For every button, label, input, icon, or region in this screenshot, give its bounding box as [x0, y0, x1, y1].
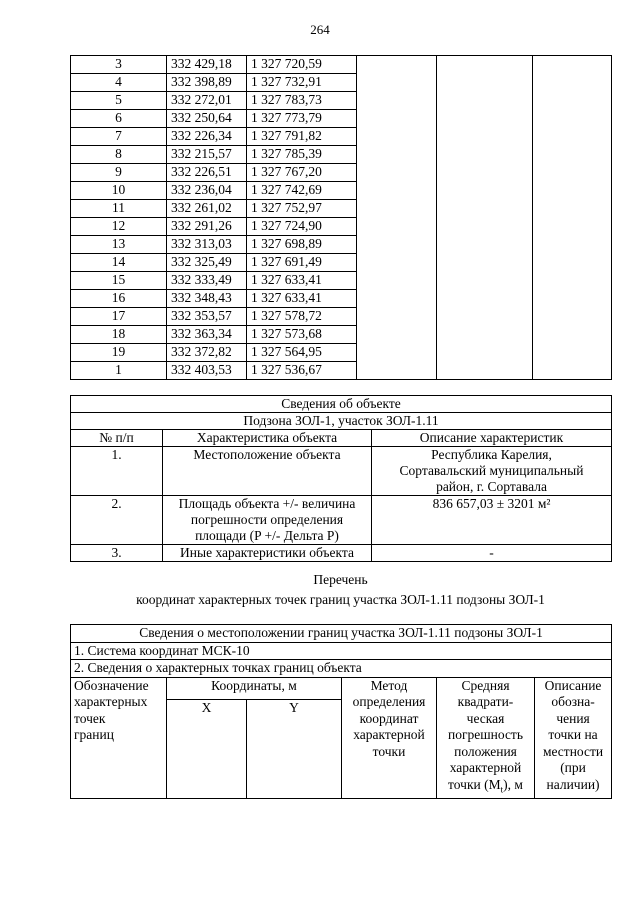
- table-row: [71, 308, 612, 326]
- row-description: 836 657,03 ± 3201 м²: [372, 496, 612, 545]
- coord-y: 1 327 783,73: [247, 92, 357, 110]
- coord-x: 332 313,03: [167, 236, 247, 254]
- coord-x: 332 403,53: [167, 362, 247, 380]
- table-row: [71, 218, 612, 236]
- point-number: 11: [71, 200, 167, 218]
- empty-cell: [357, 164, 437, 182]
- point-number: 18: [71, 326, 167, 344]
- coord-x: 332 291,26: [167, 218, 247, 236]
- empty-cell: [437, 56, 533, 74]
- point-number: 4: [71, 74, 167, 92]
- coord-x: 332 236,04: [167, 182, 247, 200]
- empty-cell: [357, 236, 437, 254]
- row-num: 1.: [71, 447, 163, 496]
- row-num: 2.: [71, 496, 163, 545]
- empty-cell: [357, 218, 437, 236]
- table-row: [71, 272, 612, 290]
- empty-cell: [533, 218, 612, 236]
- coord-y: 1 327 564,95: [247, 344, 357, 362]
- coord-y: 1 327 633,41: [247, 290, 357, 308]
- empty-cell: [357, 290, 437, 308]
- empty-cell: [533, 200, 612, 218]
- coord-y: 1 327 573,68: [247, 326, 357, 344]
- coord-x: 332 250,64: [167, 110, 247, 128]
- method-line: координат: [359, 710, 419, 726]
- empty-cell: [437, 92, 533, 110]
- col-designation: [71, 677, 167, 798]
- method-line: Метод: [370, 677, 408, 693]
- empty-cell: [533, 128, 612, 146]
- empty-cell: [533, 362, 612, 380]
- coord-y: 1 327 698,89: [247, 236, 357, 254]
- empty-cell: [437, 164, 533, 182]
- empty-cell: [437, 362, 533, 380]
- coord-x: 332 398,89: [167, 74, 247, 92]
- designation-line: точек: [74, 710, 106, 726]
- coord-y: 1 327 633,41: [247, 272, 357, 290]
- location-table: [70, 624, 612, 799]
- coord-y: 1 327 767,20: [247, 164, 357, 182]
- coord-x: 332 372,82: [167, 344, 247, 362]
- empty-cell: [437, 236, 533, 254]
- header-description: Описание характеристик: [372, 430, 612, 447]
- table-row: [71, 236, 612, 254]
- empty-cell: [533, 146, 612, 164]
- description-line: (при: [560, 760, 586, 775]
- empty-cell: [357, 308, 437, 326]
- empty-cell: [533, 254, 612, 272]
- empty-cell: [357, 128, 437, 146]
- coord-x: 332 226,34: [167, 128, 247, 146]
- error-line: характерной: [449, 760, 522, 775]
- row-num: 3.: [71, 545, 163, 562]
- empty-cell: [437, 128, 533, 146]
- error-line: погрешность: [447, 727, 523, 742]
- col-description: [535, 677, 612, 798]
- coord-y: 1 327 578,72: [247, 308, 357, 326]
- empty-cell: [437, 308, 533, 326]
- empty-cell: [533, 164, 612, 182]
- empty-cell: [437, 74, 533, 92]
- empty-cell: [437, 182, 533, 200]
- description-line: наличии): [546, 776, 600, 792]
- error-line: [440, 777, 531, 798]
- point-number: 5: [71, 92, 167, 110]
- coord-x: 332 429,18: [167, 56, 247, 74]
- table-row: [71, 164, 612, 182]
- point-number: 1: [71, 362, 167, 380]
- col-x: X: [167, 699, 247, 798]
- coordinates-table: [70, 55, 612, 380]
- empty-cell: [437, 290, 533, 308]
- empty-cell: [437, 200, 533, 218]
- point-number: 15: [71, 272, 167, 290]
- table-row: [71, 290, 612, 308]
- coord-y: 1 327 536,67: [247, 362, 357, 380]
- empty-cell: [533, 308, 612, 326]
- char-line: погрешности определения: [190, 512, 344, 527]
- point-number: 14: [71, 254, 167, 272]
- points-section: 2. Сведения о характерных точках границ объекта: [71, 660, 612, 678]
- table-row: [71, 74, 612, 92]
- empty-cell: [357, 110, 437, 128]
- description-line: Описание: [544, 677, 602, 693]
- empty-cell: [437, 110, 533, 128]
- point-number: 6: [71, 110, 167, 128]
- coord-x: 332 272,01: [167, 92, 247, 110]
- table-row: [71, 110, 612, 128]
- error-text: точки (M: [448, 776, 501, 792]
- point-number: 17: [71, 308, 167, 326]
- table-row: [71, 344, 612, 362]
- empty-cell: [437, 146, 533, 164]
- error-line: положения: [454, 743, 517, 759]
- coord-x: 332 226,51: [167, 164, 247, 182]
- point-number: 7: [71, 128, 167, 146]
- object-info-table: [70, 395, 612, 562]
- point-number: 12: [71, 218, 167, 236]
- empty-cell: [357, 344, 437, 362]
- row-characteristic: Местоположение объекта: [163, 447, 372, 496]
- empty-cell: [533, 74, 612, 92]
- table-row: [71, 182, 612, 200]
- description-line: чения: [556, 710, 590, 726]
- caption-title: Перечень: [313, 572, 368, 587]
- empty-cell: [437, 272, 533, 290]
- row-description: [372, 447, 612, 496]
- empty-cell: [533, 344, 612, 362]
- location-table-title: Сведения о местоположении границ участка ЗОЛ-1.11 подзоны ЗОЛ-1: [71, 625, 612, 643]
- table-row: [71, 128, 612, 146]
- coord-y: 1 327 791,82: [247, 128, 357, 146]
- description-line: местности: [542, 743, 604, 759]
- header-characteristic: Характеристика объекта: [163, 430, 372, 447]
- table-row: [71, 146, 612, 164]
- desc-line: Сортавальский муниципальный: [399, 463, 584, 478]
- designation-line: характерных: [74, 694, 148, 709]
- error-line: Средняя: [461, 677, 510, 693]
- coord-x: 332 353,57: [167, 308, 247, 326]
- row-characteristic: [163, 496, 372, 545]
- designation-line: Обозначение: [74, 677, 149, 693]
- empty-cell: [357, 362, 437, 380]
- empty-cell: [533, 182, 612, 200]
- object-table-subtitle: Подзона ЗОЛ-1, участок ЗОЛ-1.11: [71, 413, 612, 430]
- empty-cell: [533, 56, 612, 74]
- empty-cell: [437, 326, 533, 344]
- error-line: квадрати-: [457, 694, 514, 709]
- table-row: [71, 326, 612, 344]
- table-row: [71, 56, 612, 74]
- coord-y: 1 327 724,90: [247, 218, 357, 236]
- desc-line: Республика Карелия,: [431, 447, 552, 462]
- caption-subtitle: координат характерных точек границ участка ЗОЛ-1.11 подзоны ЗОЛ-1: [136, 592, 545, 607]
- coord-y: 1 327 773,79: [247, 110, 357, 128]
- empty-cell: [357, 92, 437, 110]
- coordinate-system: 1. Система координат МСК-10: [71, 642, 612, 660]
- coord-y: 1 327 691,49: [247, 254, 357, 272]
- coord-x: 332 363,34: [167, 326, 247, 344]
- desc-line: район, г. Сортавала: [436, 479, 547, 494]
- error-subscript: t: [500, 784, 504, 795]
- empty-cell: [357, 146, 437, 164]
- point-number: 13: [71, 236, 167, 254]
- table-row: [71, 200, 612, 218]
- empty-cell: [357, 326, 437, 344]
- col-y: Y: [247, 699, 342, 798]
- empty-cell: [533, 110, 612, 128]
- coord-x: 332 325,49: [167, 254, 247, 272]
- empty-cell: [533, 326, 612, 344]
- coord-y: 1 327 785,39: [247, 146, 357, 164]
- empty-cell: [437, 254, 533, 272]
- coord-y: 1 327 742,69: [247, 182, 357, 200]
- designation-line: границ: [74, 727, 114, 742]
- empty-cell: [357, 182, 437, 200]
- error-line: ческая: [466, 710, 505, 726]
- table-row: [71, 362, 612, 380]
- point-number: 10: [71, 182, 167, 200]
- point-number: 19: [71, 344, 167, 362]
- coord-x: 332 261,02: [167, 200, 247, 218]
- empty-cell: [357, 254, 437, 272]
- empty-cell: [533, 290, 612, 308]
- coord-y: 1 327 732,91: [247, 74, 357, 92]
- description-line: точки на: [548, 727, 598, 742]
- empty-cell: [533, 92, 612, 110]
- empty-cell: [357, 200, 437, 218]
- col-method: [342, 677, 437, 798]
- coord-x: 332 348,43: [167, 290, 247, 308]
- row-description: -: [372, 545, 612, 562]
- table-row: [71, 254, 612, 272]
- empty-cell: [357, 74, 437, 92]
- header-num: № п/п: [71, 430, 163, 447]
- col-error: [437, 677, 535, 798]
- method-line: точки: [372, 743, 406, 759]
- row-characteristic: Иные характеристики объекта: [163, 545, 372, 562]
- object-table-title: Сведения об объекте: [71, 396, 612, 413]
- method-line: определения: [352, 694, 426, 709]
- point-number: 8: [71, 146, 167, 164]
- empty-cell: [533, 236, 612, 254]
- empty-cell: [437, 344, 533, 362]
- empty-cell: [437, 218, 533, 236]
- coord-y: 1 327 720,59: [247, 56, 357, 74]
- error-unit: ), м: [503, 776, 523, 792]
- char-line: площади (P +/- Дельта P): [195, 528, 339, 543]
- point-number: 9: [71, 164, 167, 182]
- page-number: 264: [310, 22, 330, 37]
- coord-y: 1 327 752,97: [247, 200, 357, 218]
- empty-cell: [357, 272, 437, 290]
- empty-cell: [357, 56, 437, 74]
- empty-cell: [533, 272, 612, 290]
- coord-x: 332 333,49: [167, 272, 247, 290]
- point-number: 3: [71, 56, 167, 74]
- method-line: характерной: [353, 727, 425, 742]
- description-line: обозна-: [551, 694, 595, 709]
- coord-x: 332 215,57: [167, 146, 247, 164]
- point-number: 16: [71, 290, 167, 308]
- col-coordinates: Координаты, м: [167, 677, 342, 699]
- char-line: Площадь объекта +/- величина: [178, 496, 356, 511]
- table-row: [71, 92, 612, 110]
